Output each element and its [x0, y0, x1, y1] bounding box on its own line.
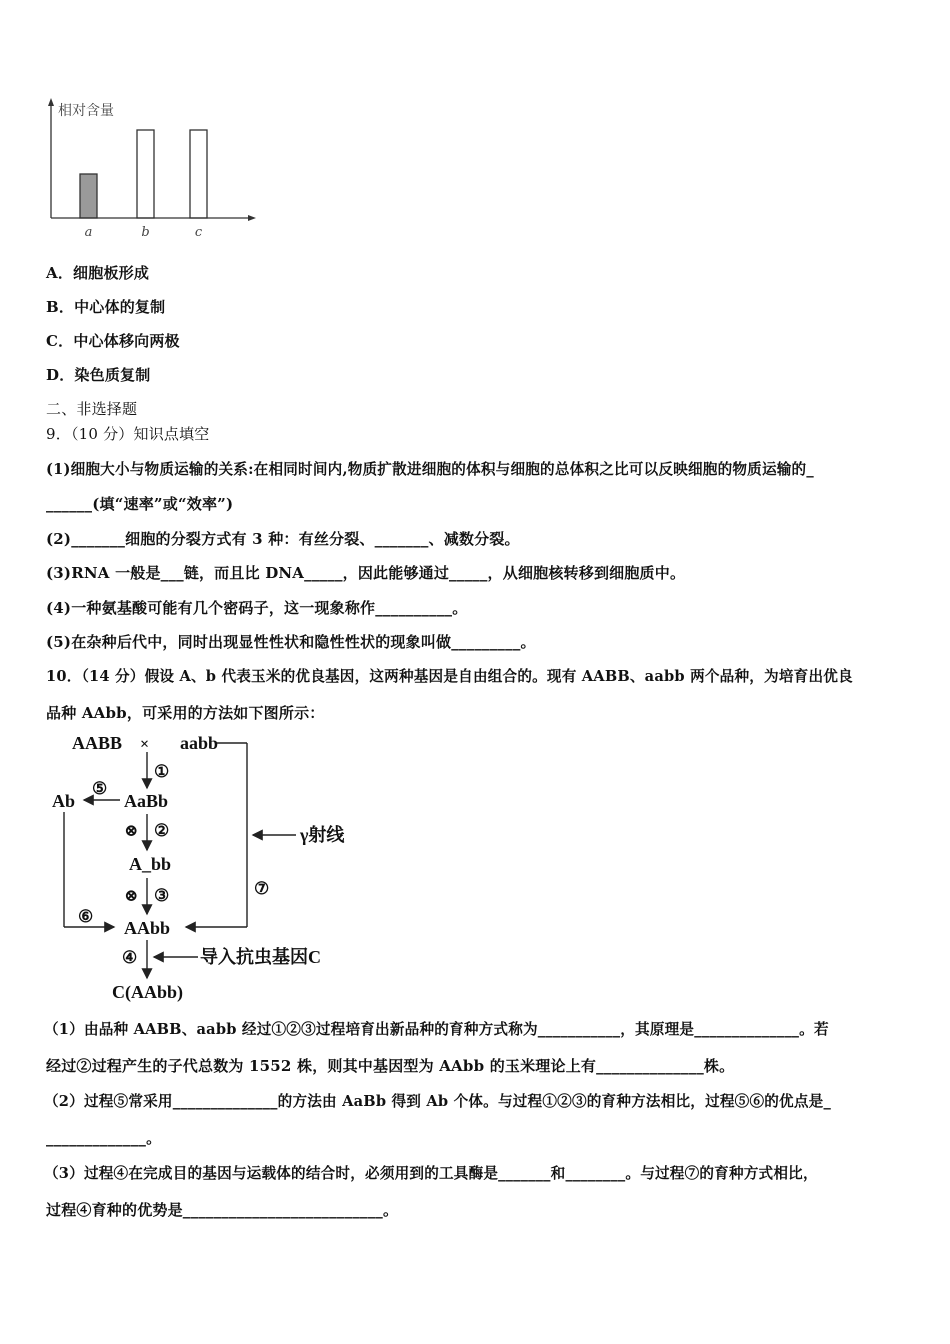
option-a: [46, 262, 149, 283]
step-3: ③: [154, 886, 170, 905]
option-d: [46, 364, 150, 385]
option-c-letter: C．: [46, 332, 74, 350]
bar-b: [137, 130, 154, 218]
bar-c: [190, 130, 207, 218]
q10-sub-6: 过程④育种的优势是__________________________。: [46, 1201, 399, 1219]
gene-import-label: 导入抗虫基因C: [200, 947, 321, 967]
q10-header-2: 品种 AAbb，可采用的方法如下图所示：: [46, 704, 325, 722]
q9-line-2: ______(填“速率”或“效率”): [46, 495, 234, 513]
x-axis-arrow: [248, 215, 256, 221]
q10-sub-3: （2）过程⑤常采用______________的方法由 AaBb 得到 Ab 个体。与过程①②③的育种方法相比，过程⑤⑥的优点是_: [44, 1093, 831, 1110]
tick-label-a: a: [84, 225, 93, 240]
y-axis-arrow: [48, 98, 54, 106]
y-axis-label: 相对含量: [58, 103, 114, 119]
q9-header: 9．（10 分）知识点填空: [46, 425, 210, 443]
step-1: ①: [154, 762, 170, 781]
ab-label: Ab: [52, 791, 76, 811]
q9-line-4: (3)RNA 一般是___链，而且比 DNA_____，因此能够通过_____，从细胞核转移到细胞质中。: [46, 564, 686, 582]
tick-label-b: b: [141, 225, 150, 240]
q10-header: 10．（14 分）假设 A、b 代表玉米的优良基因，这两种基因是自由组合的。现有 AABB、aabb 两个品种，为培育出优良: [46, 668, 853, 685]
cross-symbol: ×: [140, 736, 150, 753]
section-title: 二、非选择题: [46, 400, 138, 418]
final-label: C(AAbb): [112, 982, 184, 1002]
q10-sub-1: （1）由品种 AABB、aabb 经过①②③过程培育出新品种的育种方式称为___________，其原理是______________。若: [44, 1021, 829, 1038]
option-b-text: 中心体的复制: [74, 298, 166, 316]
option-b-letter: B．: [46, 298, 75, 316]
abb-label: A_bb: [129, 854, 172, 874]
step-4: ④: [122, 948, 138, 967]
q9-line-3: (2)_______细胞的分裂方式有 3 种：有丝分裂、_______、减数分裂。: [46, 530, 520, 548]
option-b: [46, 296, 165, 317]
step-2: ②: [154, 821, 170, 840]
tick-label-c: c: [194, 225, 203, 240]
gamma-label: γ射线: [300, 825, 345, 845]
q10-sub-5: （3）过程④在完成目的基因与运载体的结合时，必须用到的工具酶是_______和________。与过程⑦的育种方式相比，: [44, 1165, 818, 1182]
step-7: ⑦: [254, 879, 270, 898]
option-c: [46, 330, 180, 351]
aabb-parent-label: AABB: [72, 733, 123, 753]
option-c-text: 中心体移向两极: [73, 332, 180, 350]
selfing-symbol-2: ⊗: [124, 886, 139, 905]
option-a-letter: A．: [46, 264, 74, 282]
target-label: AAbb: [124, 918, 171, 938]
q9-line-5: (4)一种氨基酸可能有几个密码子，这一现象称作__________。: [46, 599, 468, 617]
f1-label: AaBb: [124, 791, 169, 811]
q10-sub-2: 经过②过程产生的子代总数为 1552 株，则其中基因型为 AAbb 的玉米理论上有______________株。: [46, 1057, 735, 1075]
step-5: ⑤: [92, 779, 108, 798]
breeding-diagram: [44, 728, 364, 1008]
selfing-symbol-1: ⊗: [124, 821, 139, 840]
q10-sub-4: _____________。: [46, 1129, 162, 1147]
relative-content-bar-chart: [40, 95, 270, 245]
q9-line-6: (5)在杂种后代中，同时出现显性性状和隐性性状的现象叫做_________。: [46, 633, 536, 651]
option-a-text: 细胞板形成: [73, 264, 150, 282]
option-d-letter: D．: [46, 366, 75, 384]
aabb-label: aabb: [180, 733, 219, 753]
step-6: ⑥: [78, 907, 94, 926]
q9-line-1: (1)细胞大小与物质运输的关系:在相同时间内,物质扩散进细胞的体积与细胞的总体积之比可以反映细胞的物质运输的_: [46, 461, 814, 478]
bar-a: [80, 174, 97, 218]
option-d-text: 染色质复制: [74, 366, 151, 384]
